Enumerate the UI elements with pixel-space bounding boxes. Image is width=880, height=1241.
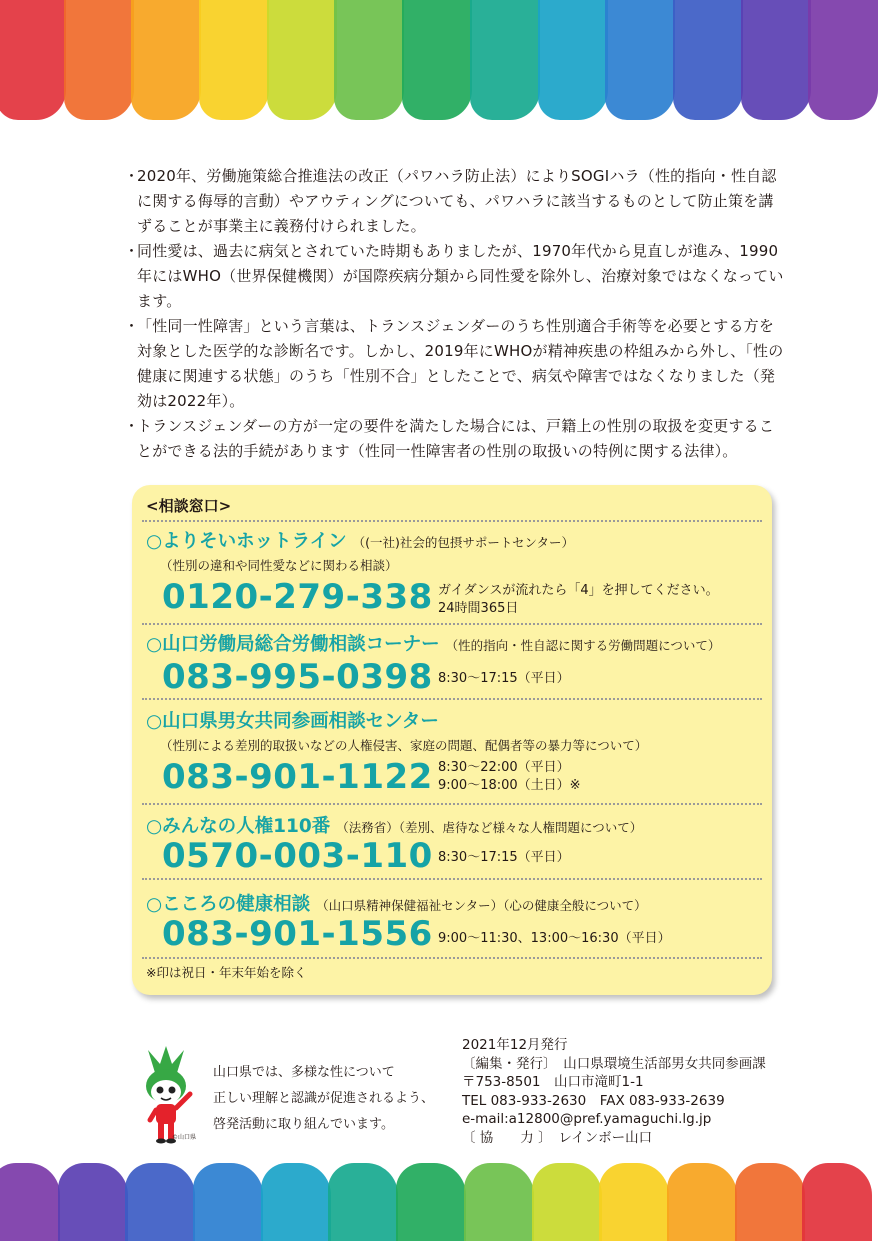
phone-number[interactable]: 083-901-1122 <box>162 757 433 797</box>
consult-entry-kokoro <box>146 890 762 960</box>
hours <box>438 759 581 795</box>
brush-stripe <box>0 0 66 120</box>
phone-number[interactable]: 083-995-0398 <box>162 657 433 697</box>
phone-number[interactable]: 0570-003-110 <box>162 836 433 876</box>
brush-stripe <box>735 1163 805 1241</box>
brush-stripe <box>605 0 675 120</box>
email[interactable]: e-mail:a12800@pref.yamaguchi.lg.jp <box>462 1111 712 1127</box>
org-note: （法務省）（差別、虐待など様々な人権問題について） <box>336 820 643 835</box>
footnote: ※印は祝日・年末年始を除く <box>146 965 307 980</box>
hours-line: 9:00〜18:00（土日）※ <box>438 778 581 793</box>
hours-line: 8:30〜17:15（平日） <box>438 850 570 865</box>
notes-section <box>124 164 784 464</box>
brush-stripe <box>538 0 608 120</box>
note-text: トランスジェンダーの方が一定の要件を満たした場合には、戸籍上の性別の取扱を変更することができる法的手続があります（性同一性障害者の性別の取扱いの特例に関する法律）。 <box>137 417 775 460</box>
divider <box>142 623 762 625</box>
consultation-box <box>132 485 772 995</box>
mascot-credit: ©山口県 <box>172 1134 197 1141</box>
hours <box>438 582 719 618</box>
phone-number[interactable]: 0120-279-338 <box>162 577 433 617</box>
cooperation: 〔 協 力 〕 レインボー山口 <box>462 1129 653 1146</box>
footer-message <box>213 1060 434 1138</box>
brush-stripe <box>334 0 404 120</box>
divider <box>142 520 762 522</box>
brush-stripe <box>741 0 811 120</box>
brush-stripe <box>58 1163 128 1241</box>
note-text: 「性同一性障害」という言葉は、トランスジェンダーのうち性別適合手術等を必要とする方を対象とした医学的な診断名です。しかし、2019年にWHOが精神疾患の枠組みから外し、「性の健康に関連する状態」のうち「性別不合」としたことで、病気や障害ではなくなりました（発効は2022年）。 <box>137 317 784 410</box>
org-name: ○みんなの人権110番 <box>146 816 331 837</box>
brush-stripe <box>199 0 269 120</box>
footer-message-line: 啓発活動に取り組んでいます。 <box>213 1117 394 1132</box>
bullet: ・ <box>124 317 140 335</box>
hours <box>438 670 570 688</box>
consult-entry-yorisoi <box>146 527 762 623</box>
phone-number[interactable]: 083-901-1556 <box>162 914 433 954</box>
brush-stripe <box>599 1163 669 1241</box>
footer-message-line: 正しい理解と認識が促進されるよう、 <box>213 1091 435 1106</box>
address: 〒753-8501 山口市滝町1-1 <box>462 1074 644 1090</box>
brush-stripe <box>470 0 540 120</box>
brush-stripe <box>0 1163 60 1241</box>
tel-fax: TEL 083-933-2630 FAX 083-933-2639 <box>462 1092 725 1109</box>
org-subtitle: （性別の違和や同性愛などに関わる相談） <box>160 558 398 573</box>
colophon <box>462 1036 766 1147</box>
divider <box>142 698 762 700</box>
brush-stripe <box>328 1163 398 1241</box>
org-note: （(一社)社会的包摂サポートセンター） <box>352 535 574 550</box>
publisher: 〔編集・発行〕 山口県環境生活部男女共同参画課 <box>462 1055 766 1072</box>
hours-line: 24時間365日 <box>438 601 519 616</box>
brush-stripe <box>464 1163 534 1241</box>
brush-stripe <box>131 0 201 120</box>
org-note: （山口県精神保健福祉センター）（心の健康全般について） <box>316 898 647 913</box>
consultation-title: <相談窓口> <box>146 497 232 515</box>
rainbow-brush-top <box>0 0 880 122</box>
brush-stripe <box>261 1163 331 1241</box>
hours-line: 9:00〜11:30、13:00〜16:30（平日） <box>438 931 671 946</box>
org-subtitle: （性別による差別的取扱いなどの人権侵害、家庭の問題、配偶者等の暴力等について） <box>160 738 648 753</box>
brush-stripe <box>532 1163 602 1241</box>
brush-stripe <box>402 0 472 120</box>
consult-entry-danjo <box>146 707 762 799</box>
org-name: ○山口県男女共同参画相談センター <box>146 711 439 732</box>
hours-line: ガイダンスが流れたら「4」を押してください。 <box>438 583 719 598</box>
consult-entry-roudoukyoku <box>146 630 762 700</box>
bullet: ・ <box>124 167 140 185</box>
note-item <box>124 164 784 239</box>
hours-line: 8:30〜17:15（平日） <box>438 671 570 686</box>
mascot-character <box>126 1046 206 1150</box>
hours <box>438 849 570 867</box>
org-note: （性的指向・性自認に関する労働問題について） <box>445 638 721 653</box>
note-text: 2020年、労働施策総合推進法の改正（パワハラ防止法）によりSOGIハラ（性的指向・性自認に関する侮辱的言動）やアウティングについても、パワハラに該当するものとして防止策を講ずることが事業主に義務付けられました。 <box>137 167 777 235</box>
note-item <box>124 414 784 464</box>
hours-line: 8:30〜22:00（平日） <box>438 760 570 775</box>
divider <box>142 803 762 805</box>
bullet: ・ <box>124 417 140 435</box>
footer-message-line: 山口県では、多様な性について <box>213 1065 395 1080</box>
org-name: ○山口労働局総合労働相談コーナー <box>146 634 440 655</box>
brush-stripe <box>64 0 134 120</box>
brush-stripe <box>802 1163 872 1241</box>
consult-entry-jinken <box>146 812 762 882</box>
divider <box>142 957 762 959</box>
brush-stripe <box>673 0 743 120</box>
brush-stripe <box>125 1163 195 1241</box>
bullet: ・ <box>124 242 140 260</box>
divider <box>142 878 762 880</box>
brush-stripe <box>396 1163 466 1241</box>
org-name: ○こころの健康相談 <box>146 894 311 915</box>
brush-stripe <box>193 1163 263 1241</box>
brush-stripe <box>808 0 878 120</box>
note-item <box>124 239 784 314</box>
org-name: ○よりそいホットライン <box>146 531 347 552</box>
hours <box>438 930 671 948</box>
note-item <box>124 314 784 414</box>
note-text: 同性愛は、過去に病気とされていた時期もありましたが、1970年代から見直しが進み、1990年にはWHO（世界保健機関）が国際疾病分類から同性愛を除外し、治療対象ではなくなっています。 <box>137 242 784 310</box>
brush-stripe <box>267 0 337 120</box>
issue-date: 2021年12月発行 <box>462 1037 568 1053</box>
rainbow-brush-bottom <box>0 1159 880 1241</box>
brush-stripe <box>667 1163 737 1241</box>
